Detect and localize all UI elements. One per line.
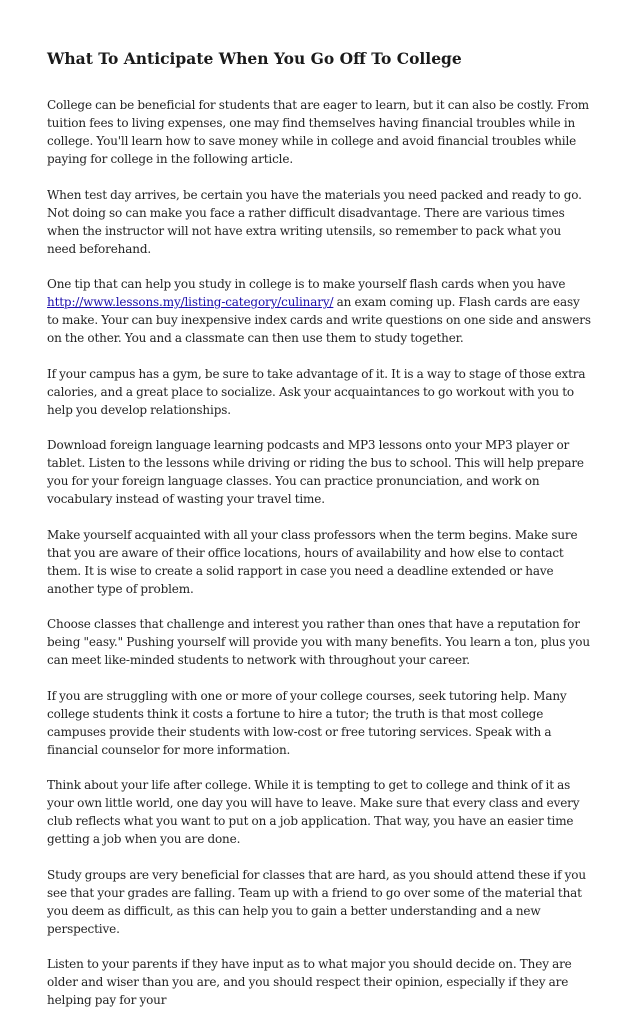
paragraph-flash-cards bbox=[47, 275, 593, 347]
document-title: What To Anticipate When You Go Off To College bbox=[47, 49, 462, 68]
paragraph-podcasts: Download foreign language learning podcasts and MP3 lessons onto your MP3 player or tablet. Listen to the lessons while driving or riding the bus to school. This will help prepare you for your foreign language classes. You can practice pronunciation, and work on vocabulary instead of wasting your travel time. bbox=[47, 438, 584, 506]
paragraph-intro: College can be beneficial for students that are eager to learn, but it can also be costly. From tuition fees to living expenses, one may find themselves having financial troubles while in college. You'll learn how to save money while in college and avoid financial troubles while paying for college in the following article. bbox=[47, 98, 589, 166]
paragraph-test-day: When test day arrives, be certain you have the materials you need packed and ready to go. Not doing so can make you face a rather difficult disadvantage. There are various times when the instructor will not have extra writing utensils, so remember to pack what you need beforehand. bbox=[47, 187, 582, 256]
paragraph-professors: Make yourself acquainted with all your class professors when the term begins. Make sure that you are aware of their office locations, hours of availability and how else to contact them. It is wise to create a solid rapport in case you need a deadline extended or have another type of problem. bbox=[47, 527, 578, 596]
paragraph-parents: Listen to your parents if they have input as to what major you should decide on. They are older and wiser than you are, and you should respect their opinion, especially if they are helping pay for your bbox=[47, 957, 572, 1007]
paragraph-challenging-classes: Choose classes that challenge and interest you rather than ones that have a reputation for being "easy." Pushing yourself will provide you with many benefits. You learn a ton, plus you can meet like-minded students to network with throughout your career. bbox=[47, 617, 590, 667]
paragraph-tutoring: If you are struggling with one or more of your college courses, seek tutoring help. Many college students think it costs a fortune to hire a tutor; the truth is that most college campuses provide their students with low-cost or free tutoring services. Speak with a financial counselor for more information. bbox=[47, 688, 567, 757]
paragraph-gym: If your campus has a gym, be sure to take advantage of it. It is a way to stage of those extra calories, and a great place to socialize. Ask your acquaintances to go workout with you to help you develop relationships. bbox=[47, 366, 586, 417]
paragraph-study-groups: Study groups are very beneficial for classes that are hard, as you should attend these if you see that your grades are falling. Team up with a friend to go over some of the material that you deem as difficult, as this can help you to gain a better understanding and a new perspective. bbox=[47, 867, 586, 936]
paragraph-flash-cards-after: an exam coming up. Flash cards are easy to make. Your can buy inexpensive index cards and write questions on one side and answers on the other. You and a classmate can then use them to study together. bbox=[47, 295, 591, 345]
document-page bbox=[47, 48, 593, 1027]
culinary-link[interactable]: http://www.lessons.my/listing-category/culinary/ bbox=[47, 295, 334, 309]
paragraph-flash-cards-before: One tip that can help you study in college is to make yourself flash cards when you have bbox=[47, 277, 566, 291]
paragraph-life-after-college: Think about your life after college. While it is tempting to get to college and think of it as your own little world, one day you will have to leave. Make sure that every class and every club reflects what you want to put on a job application. That way, you have an easier time getting a job when you are done. bbox=[47, 778, 580, 846]
